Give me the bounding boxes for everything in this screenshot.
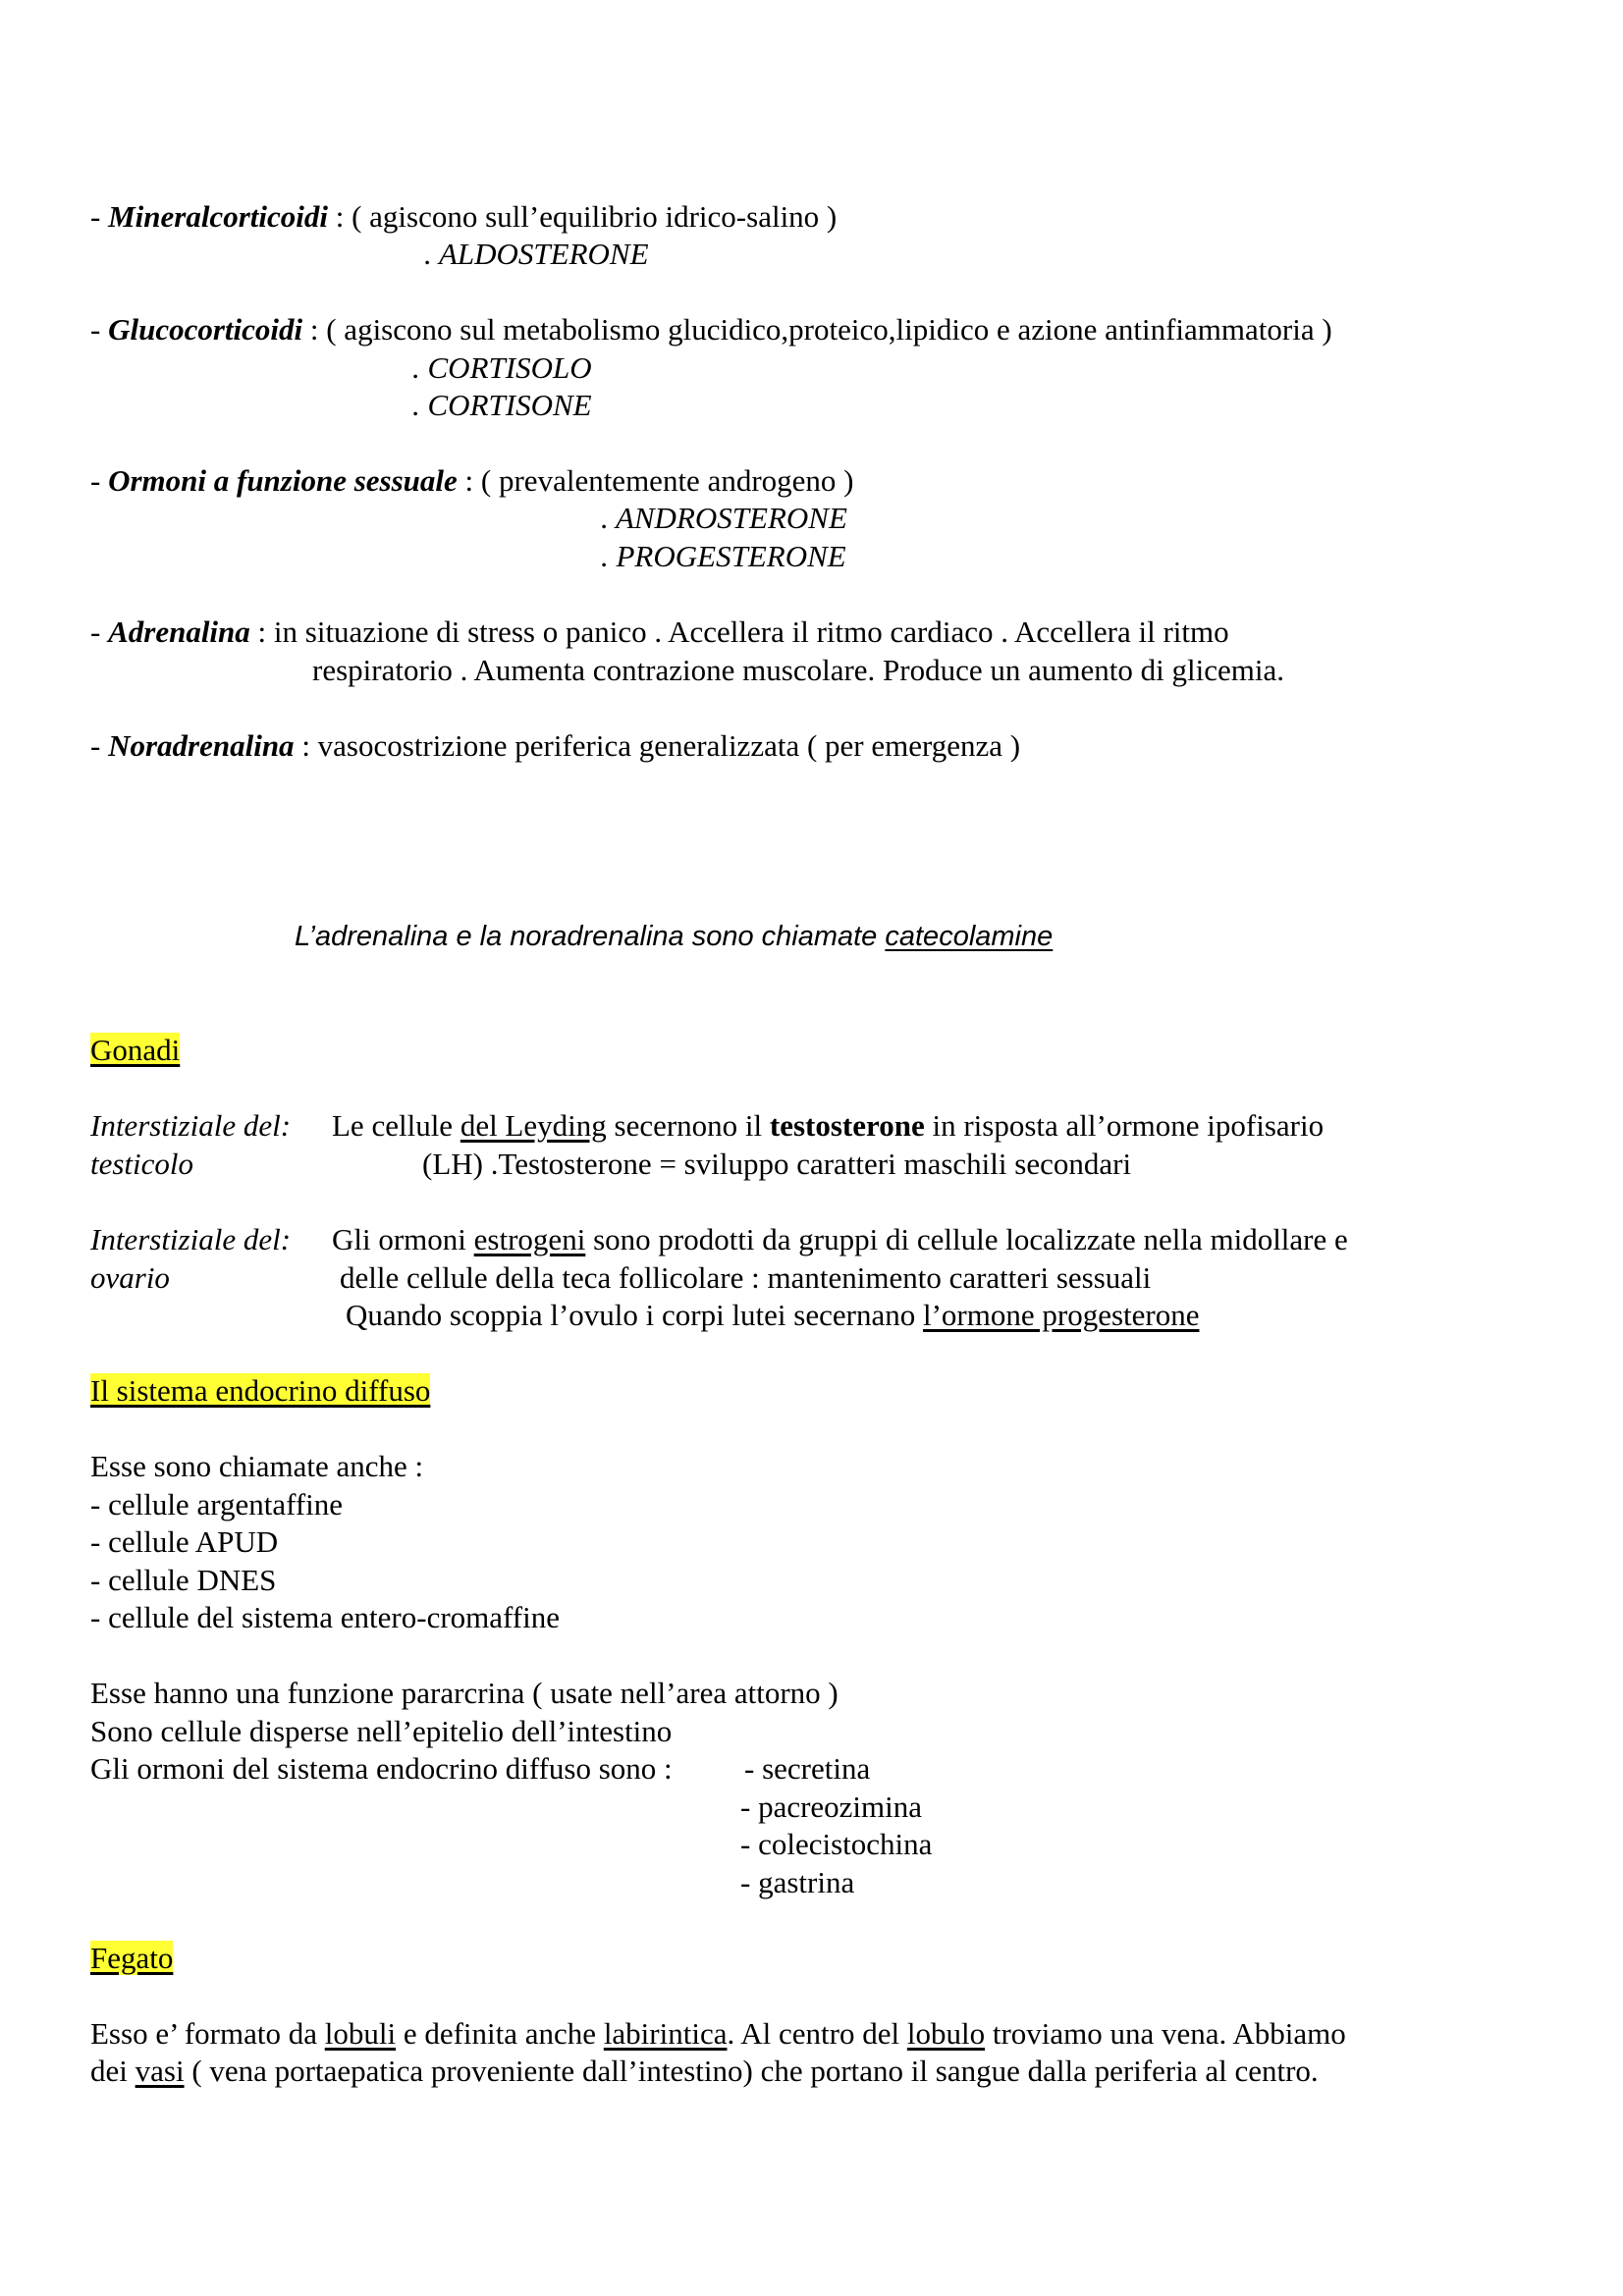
sex-desc: : ( prevalentemente androgeno ) — [457, 463, 854, 498]
sed-paragraph: Gli ormoni del sistema endocrino diffuso sono : — [90, 1751, 673, 1786]
sed-intro: Esse sono chiamate anche : — [90, 1449, 424, 1483]
sed-hormone: - colecistochina — [740, 1827, 933, 1861]
catecolamine-text: L’adrenalina e la noradrenalina sono chiamate — [295, 921, 886, 952]
lobulo-term: lobulo — [906, 2016, 986, 2051]
gluco-item: . CORTISOLO — [412, 350, 592, 385]
sex-line: - Ormoni a funzione sessuale : ( prevalentemente androgeno ) — [90, 463, 854, 498]
sed-hormone: - secretina — [744, 1751, 871, 1786]
ovario-text: sono prodotti da gruppi di cellule localizzate nella midollare e — [585, 1222, 1348, 1256]
noradrenalina-line: - Noradrenalina : vasocostrizione periferica generalizzata ( per emergenza ) — [90, 728, 1021, 763]
adrenalina-line: - Adrenalina : in situazione di stress o panico . Accellera il ritmo cardiaco . Accellera il ritmo — [90, 614, 1229, 649]
gluco-desc: : ( agiscono sul metabolismo glucidico,proteico,lipidico e azione antinfiammatoria ) — [302, 312, 1332, 347]
fegato-text: ( vena portaepatica proveniente dall’intestino) che portano il sangue dalla periferia al centro. — [184, 2054, 1319, 2088]
ovario-label-2: ovario — [90, 1260, 170, 1295]
mineral-name: Mineralcorticoidi — [108, 199, 328, 234]
testicolo-text: in risposta all’ormone ipofisario — [924, 1108, 1325, 1143]
sed-hormone: - pacreozimina — [740, 1789, 923, 1824]
cell-item: - cellule del sistema entero-cromaffine — [90, 1600, 560, 1634]
gluco-line: - Glucocorticoidi : ( agiscono sul metabolismo glucidico,proteico,lipidico e azione antinfiammatoria ) — [90, 312, 1332, 347]
adrenalina-name: Adrenalina — [108, 614, 250, 649]
ovario-text: Quando scoppia l’ovulo i corpi lutei secernano — [346, 1298, 923, 1332]
progesterone-term: l’ormone progesterone — [922, 1298, 1200, 1332]
lobuli-term: lobuli — [324, 2016, 397, 2051]
adrenalina-desc: : in situazione di stress o panico . Accellera il ritmo cardiaco . Accellera il ritmo — [249, 614, 1229, 649]
sed-title: Il sistema endocrino diffuso — [90, 1373, 431, 1408]
cell-item: - cellule APUD — [90, 1524, 279, 1559]
mineral-line: - Mineralcorticoidi : ( agiscono sull’equilibrio idrico-salino ) — [90, 199, 838, 234]
sex-name: Ormoni a funzione sessuale — [108, 463, 458, 498]
cell-item: - cellule DNES — [90, 1563, 277, 1597]
fegato-text: troviamo una vena. Abbiamo — [985, 2016, 1346, 2051]
ovario-line-3 — [346, 1298, 1199, 1333]
fegato-heading — [90, 1941, 173, 1976]
sed-paragraph: Sono cellule disperse nell’epitelio dell’intestino — [90, 1714, 673, 1748]
sex-item: . ANDROSTERONE — [601, 501, 847, 535]
fegato-line-2 — [90, 2054, 1319, 2089]
fegato-title: Fegato — [90, 1941, 174, 1975]
ovario-line-1 — [332, 1222, 1348, 1257]
testicolo-text: secernono il — [606, 1108, 770, 1143]
testicolo-label: Interstiziale del: — [90, 1108, 292, 1143]
testicolo-label-2: testicolo — [90, 1147, 194, 1181]
ovario-text: Gli ormoni — [332, 1222, 474, 1256]
fegato-text: . Al centro del — [727, 2016, 907, 2051]
noradrenalina-name: Noradrenalina — [108, 728, 295, 763]
sed-paragraph: Esse hanno una funzione pararcrina ( usate nell’area attorno ) — [90, 1676, 839, 1710]
sex-item: . PROGESTERONE — [601, 539, 846, 573]
testicolo-line-1 — [332, 1108, 1324, 1144]
testicolo-text: Le cellule — [332, 1108, 460, 1143]
ovario-label: Interstiziale del: — [90, 1222, 292, 1256]
sed-hormone: - gastrina — [740, 1865, 855, 1899]
gonadi-heading — [90, 1033, 180, 1068]
adrenalina-desc-2: respiratorio . Aumenta contrazione muscolare. Produce un aumento di glicemia. — [312, 653, 1284, 687]
vasi-term: vasi — [135, 2054, 185, 2088]
gonadi-title: Gonadi — [90, 1033, 181, 1067]
mineral-desc: : ( agiscono sull’equilibrio idrico-salino ) — [327, 199, 838, 234]
gluco-item: . CORTISONE — [412, 388, 592, 422]
ovario-line-2: delle cellule della teca follicolare : mantenimento caratteri sessuali — [340, 1260, 1152, 1295]
leyding-term: del Leyding — [460, 1108, 607, 1143]
fegato-text: dei — [90, 2054, 135, 2088]
estrogeni-term: estrogeni — [473, 1222, 586, 1256]
testosterone-term: testosterone — [769, 1108, 925, 1143]
mineral-item: . ALDOSTERONE — [424, 237, 649, 271]
labirintica-term: labirintica — [603, 2016, 728, 2051]
catecolamine-term: catecolamine — [885, 921, 1054, 952]
sed-heading — [90, 1373, 430, 1409]
fegato-text: e definita anche — [396, 2016, 604, 2051]
noradrenalina-desc: : vasocostrizione periferica generalizzata ( per emergenza ) — [294, 728, 1021, 763]
fegato-line-1 — [90, 2016, 1346, 2052]
catecolamine-line — [295, 919, 1053, 954]
gluco-name: Glucocorticoidi — [108, 312, 303, 347]
testicolo-line-2: (LH) .Testosterone = sviluppo caratteri maschili secondari — [422, 1147, 1132, 1181]
cell-item: - cellule argentaffine — [90, 1487, 344, 1522]
fegato-text: Esso e’ formato da — [90, 2016, 325, 2051]
